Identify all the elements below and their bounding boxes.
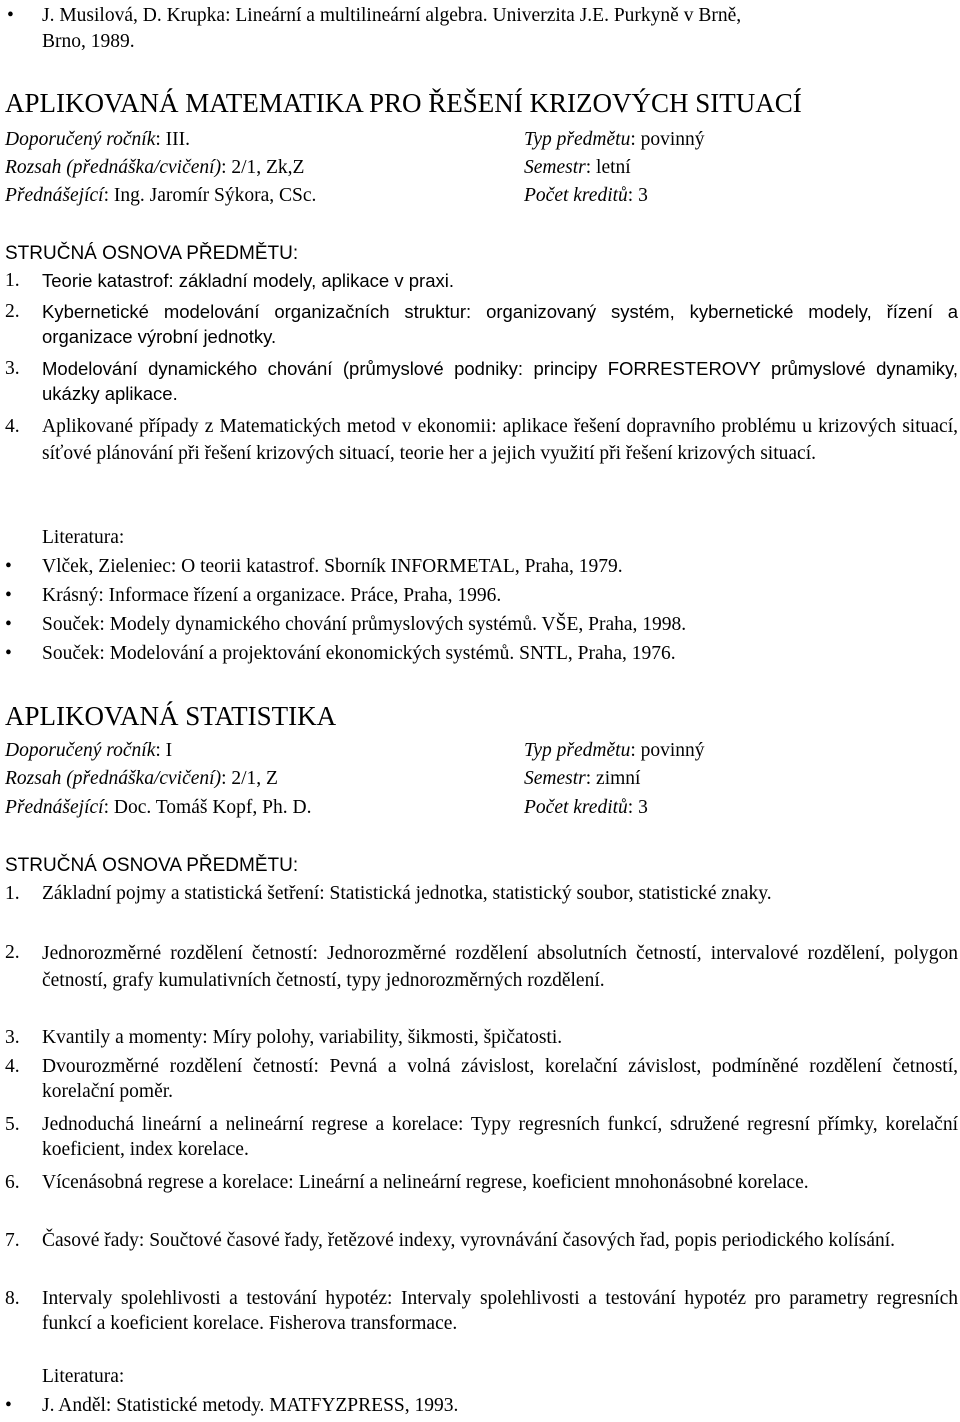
scope: Rozsah (přednáška/cvičení): 2/1, Zk,Z: [5, 157, 305, 178]
bullet-icon: •: [7, 5, 14, 26]
outline-heading: STRUČNÁ OSNOVA PŘEDMĚTU:: [5, 243, 299, 264]
outline-item: 3. Modelování dynamického chování (průmyslové podniky: principy FORRESTEROVY průmyslové dynamiky, ukázky aplikace.: [5, 358, 958, 404]
bullet-icon: •: [5, 1395, 12, 1416]
literature-item: J. Anděl: Statistické metody. MATFYZPRESS, 1993.: [42, 1395, 459, 1416]
literature-heading: Literatura:: [42, 527, 125, 548]
outline-item: 5. Jednoduchá lineární a nelineární regrese a korelace: Typy regresních funkcí, sdružené regresní přímky, korelační koeficient, index korelace.: [5, 1114, 958, 1160]
reference-line: J. Musilová, D. Krupka: Lineární a multilineární algebra. Univerzita J.E. Purkyně v Brně,: [42, 5, 742, 26]
outline-item: 3. Kvantily a momenty: Míry polohy, variability, šikmosti, špičatosti.: [5, 1027, 563, 1048]
literature-item: Souček: Modelování a projektování ekonomických systémů. SNTL, Praha, 1976.: [42, 643, 676, 664]
credits: Počet kreditů: 3: [524, 797, 648, 818]
recommended-year: Doporučený ročník: III.: [5, 129, 191, 150]
outline-item: 2. Jednorozměrné rozdělení četností: Jednorozměrné rozdělení absolutních četností, intervalové rozdělení, polygon četností, grafy kumulativních četností, typy jednorozměrných rozdělení.: [5, 942, 958, 991]
lecturer: Přednášející: Doc. Tomáš Kopf, Ph. D.: [5, 797, 312, 818]
literature-item: Vlček, Zieleniec: O teorii katastrof. Sborník INFORMETAL, Praha, 1979.: [42, 556, 623, 577]
outline-item: 8. Intervaly spolehlivosti a testování hypotéz: Intervaly spolehlivosti a testování hypotéz pro parametry regresních funkcí a koeficient korelace. Fisherova transformace.: [5, 1288, 958, 1334]
bullet-icon: •: [5, 614, 12, 635]
bullet-icon: •: [5, 556, 12, 577]
course-type: Typ předmětu: povinný: [524, 129, 705, 150]
recommended-year: Doporučený ročník: I: [5, 740, 173, 761]
scope: Rozsah (přednáška/cvičení): 2/1, Z: [5, 768, 278, 789]
outline-item: 1. Teorie katastrof: základní modely, aplikace v praxi.: [5, 270, 454, 291]
course-type: Typ předmětu: povinný: [524, 740, 705, 761]
literature-heading: Literatura:: [42, 1366, 125, 1387]
outline-item: 4. Dvourozměrné rozdělení četností: Pevná a volná závislost, korelační závislost, podmíněné rozdělení četností, korelační poměr.: [5, 1056, 958, 1102]
bullet-icon: •: [5, 643, 12, 664]
semester: Semestr: zimní: [524, 768, 641, 789]
semester: Semestr: letní: [524, 157, 631, 178]
credits: Počet kreditů: 3: [524, 185, 648, 206]
course-title: APLIKOVANÁ STATISTIKA: [5, 701, 337, 731]
outline-item: 2. Kybernetické modelování organizačních struktur: organizovaný systém, kybernetické modely, řízení a organizace výrobní jednotky.: [5, 301, 958, 347]
literature-item: Krásný: Informace řízení a organizace. Práce, Praha, 1996.: [42, 585, 502, 606]
outline-item: 7. Časové řady: Součtové časové řady, řetězové indexy, vyrovnávání časových řad, popis periodického kolísání.: [5, 1230, 896, 1251]
outline-item: 6. Vícenásobná regrese a korelace: Lineární a nelineární regrese, koeficient mnohonásobné korelace.: [5, 1172, 809, 1193]
outline-item: 4. Aplikované případy z Matematických metod v ekonomii: aplikace řešení dopravního problému u krizových situací, síťové plánování při řešení krizových situací, teorie her a jejich využití při řešení krizových situací.: [5, 416, 958, 464]
outline-heading: STRUČNÁ OSNOVA PŘEDMĚTU:: [5, 855, 299, 876]
bullet-icon: •: [5, 585, 12, 606]
literature-item: Souček: Modely dynamického chování průmyslových systémů. VŠE, Praha, 1998.: [42, 614, 687, 635]
course-title: APLIKOVANÁ MATEMATIKA PRO ŘEŠENÍ KRIZOVÝCH SITUACÍ: [5, 88, 802, 118]
lecturer: Přednášející: Ing. Jaromír Sýkora, CSc.: [5, 185, 317, 206]
reference-line: Brno, 1989.: [42, 31, 135, 52]
outline-item: 1. Základní pojmy a statistická šetření: Statistická jednotka, statistický soubor, statistické znaky.: [5, 883, 772, 904]
